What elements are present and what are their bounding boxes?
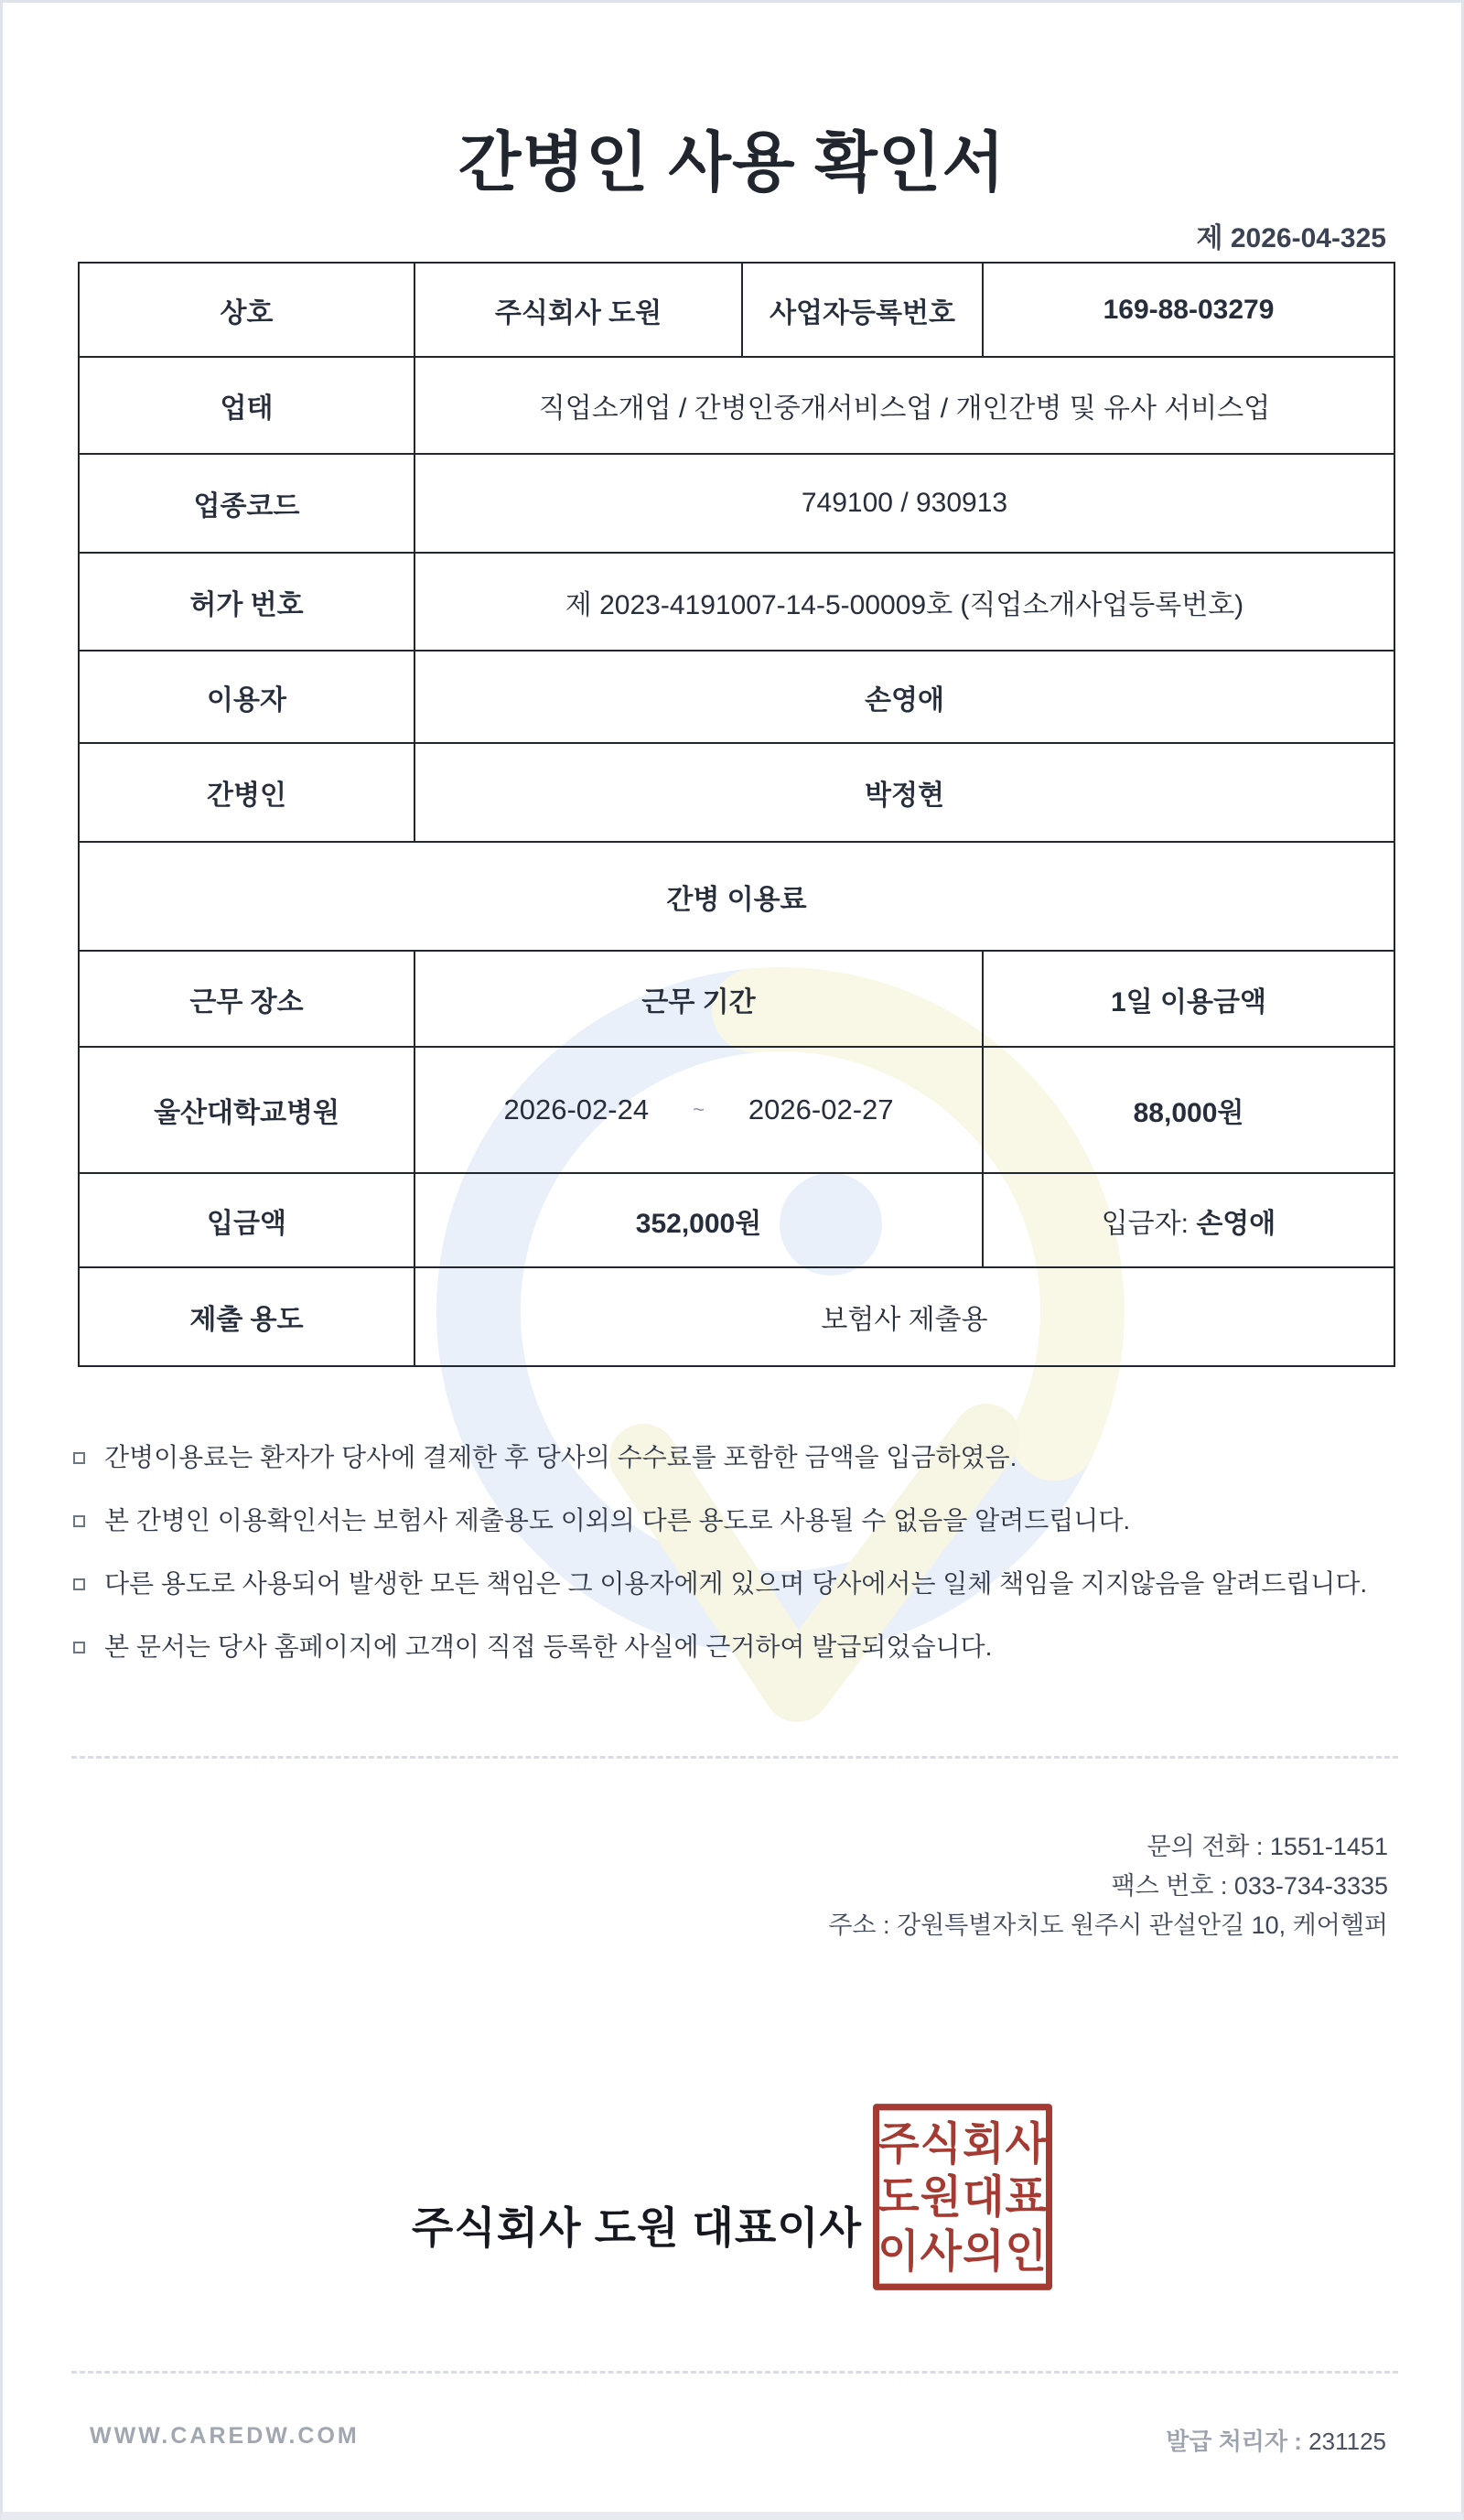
signature-company-text: 주식회사 도원 대표이사 (411, 2203, 863, 2252)
daily-fee-label: 1일 이용금액 (983, 951, 1394, 1047)
user-value: 손영애 (414, 651, 1394, 743)
company-label: 상호 (79, 263, 414, 357)
work-period-value (414, 1047, 983, 1173)
note-text: 본 문서는 당사 홈페이지에 고객이 직접 등록한 사실에 근거하여 발급되었습니다. (104, 1632, 993, 1661)
seal-line: 도원대표 (877, 2171, 1048, 2223)
list-item (71, 1444, 1407, 1471)
daily-fee-value: 88,000원 (983, 1047, 1394, 1173)
table-row (79, 743, 1394, 842)
industry-code-label: 업종코드 (79, 454, 414, 553)
website-url: WWW.CAREDW.COM (90, 2423, 360, 2449)
document-number: 제 2026-04-325 (1196, 223, 1386, 253)
square-bullet-icon (73, 1515, 85, 1527)
biz-reg-label: 사업자등록번호 (742, 263, 983, 357)
purpose-value: 보험사 제출용 (414, 1267, 1394, 1366)
table-row (79, 951, 1394, 1047)
deposit-value: 352,000원 (414, 1173, 983, 1267)
work-place-label: 근무 장소 (79, 951, 414, 1047)
table-row (79, 357, 1394, 454)
seal-line: 이사의인 (877, 2225, 1048, 2277)
period-separator: ~ (693, 1098, 705, 1121)
fee-section-title: 간병 이용료 (79, 842, 1394, 951)
table-row (79, 1173, 1394, 1267)
square-bullet-icon (73, 1578, 85, 1590)
table-row (79, 1267, 1394, 1366)
confirmation-table (78, 262, 1395, 1367)
caregiver-label: 간병인 (79, 743, 414, 842)
purpose-label: 제출 용도 (79, 1267, 414, 1366)
caregiver-value: 박정현 (414, 743, 1394, 842)
table-row (79, 842, 1394, 951)
divider (71, 1756, 1398, 1759)
period-start: 2026-02-24 (503, 1093, 650, 1125)
issuer-value: 231125 (1308, 2428, 1386, 2455)
permit-value: 제 2023-4191007-14-5-00009호 (직업소개사업등록번호) (414, 553, 1394, 651)
list-item (71, 1570, 1407, 1598)
depositor-value: 손영애 (1196, 1208, 1276, 1239)
table-row (79, 651, 1394, 743)
note-text: 간병이용료는 환자가 당사에 결제한 후 당사의 수수료를 포함한 금액을 입금하였음. (104, 1443, 1017, 1471)
work-place-value: 울산대학교병원 (79, 1047, 414, 1173)
phone-line: 문의 전화 : 1551-1451 (1146, 1833, 1388, 1860)
business-type-label: 업태 (79, 357, 414, 454)
depositor-label: 입금자: (1101, 1208, 1189, 1239)
table-row (79, 1047, 1394, 1173)
table-row (79, 553, 1394, 651)
address-line: 주소 : 강원특별자치도 원주시 관설안길 10, 케어헬퍼 (828, 1912, 1388, 1939)
list-item (71, 1633, 1407, 1661)
page-title: 간병인 사용 확인서 (458, 127, 1006, 199)
issuer-label: 발급 처리자 : (1166, 2428, 1302, 2455)
period-end: 2026-02-27 (748, 1093, 894, 1125)
note-text: 본 간병인 이용확인서는 보험사 제출용도 이외의 다른 용도로 사용될 수 없음을 알려드립니다. (104, 1506, 1131, 1535)
seal-line: 주식회사 (877, 2117, 1048, 2169)
permit-label: 허가 번호 (79, 553, 414, 651)
company-seal-stamp (873, 2104, 1052, 2290)
list-item (71, 1507, 1407, 1535)
issuer-info (1166, 2423, 1386, 2457)
depositor-cell (983, 1173, 1394, 1267)
square-bullet-icon (73, 1452, 85, 1464)
table-row (79, 263, 1394, 357)
square-bullet-icon (73, 1642, 85, 1653)
industry-code-value: 749100 / 930913 (414, 454, 1394, 553)
company-value: 주식회사 도원 (414, 263, 742, 357)
notes-list (71, 1444, 1407, 1696)
deposit-label: 입금액 (79, 1173, 414, 1267)
user-label: 이용자 (79, 651, 414, 743)
note-text: 다른 용도로 사용되어 발생한 모든 책임은 그 이용자에게 있으며 당사에서는 일체 책임을 지지않음을 알려드립니다. (104, 1569, 1368, 1598)
work-period-label: 근무 기간 (414, 951, 983, 1047)
signature-row (3, 2107, 1461, 2287)
table-row (79, 454, 1394, 553)
biz-reg-value: 169-88-03279 (983, 263, 1394, 357)
contact-block (828, 1827, 1388, 1945)
divider (71, 2371, 1398, 2374)
business-type-value: 직업소개업 / 간병인중개서비스업 / 개인간병 및 유사 서비스업 (414, 357, 1394, 454)
fax-line: 팩스 번호 : 033-734-3335 (1111, 1872, 1388, 1900)
